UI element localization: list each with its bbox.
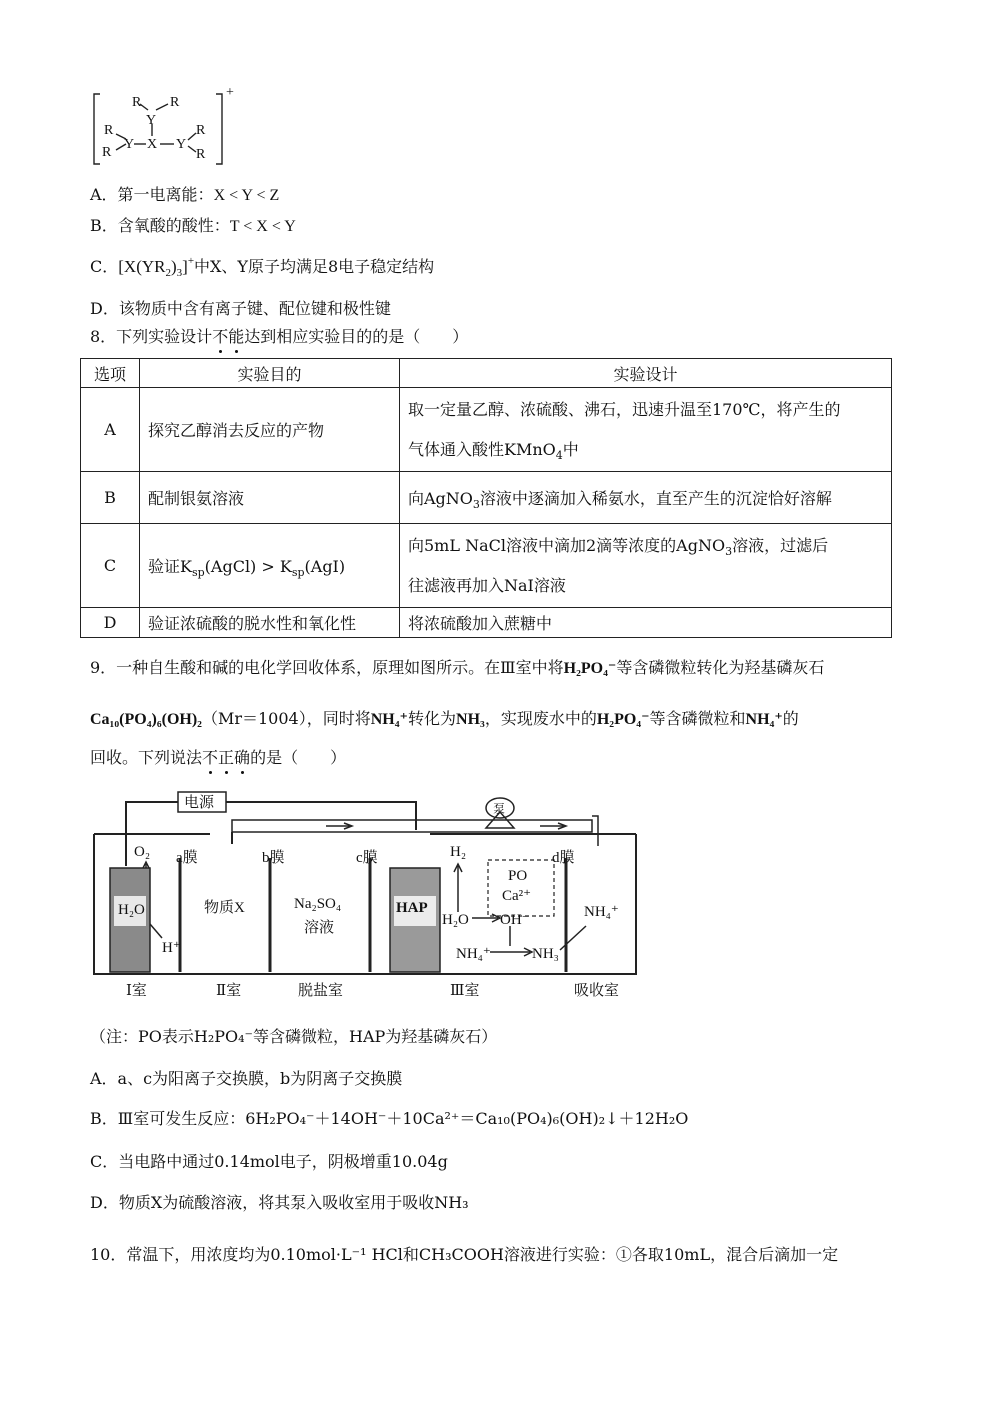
- r-label: R: [104, 123, 114, 138]
- power-label: 电源: [184, 795, 215, 811]
- row-goal: 验证浓硫酸的脱水性和氧化性: [140, 608, 400, 638]
- y-label: Y: [124, 137, 135, 152]
- room2-label: Ⅱ室: [216, 983, 242, 999]
- header-option: 选项: [81, 359, 140, 388]
- q9-option-b: B．Ⅲ室可发生反应：6H₂PO₄⁻＋14OH⁻＋10Ca²⁺＝Ca₁₀(PO₄)₆(OH)₂↓＋12H₂O: [90, 1109, 689, 1128]
- row-design: 将浓硫酸加入蔗糖中: [400, 608, 892, 638]
- structure-diagram: [88, 84, 248, 174]
- header-design: 实验设计: [400, 359, 892, 388]
- row-option: C: [81, 524, 140, 608]
- row-goal: 配制银氨溶液: [140, 472, 400, 524]
- q9-stem-line3: 回收。下列说法不正确的是（ ）: [90, 748, 347, 767]
- absorb-room-label: 吸收室: [574, 983, 620, 999]
- y-label: Y: [146, 113, 157, 128]
- nh4-left-label: NH₄⁺: [456, 946, 491, 962]
- na2so4-label: Na₂SO₄: [294, 896, 342, 912]
- q7-option-b: B．含氧酸的酸性：T < X < Y: [90, 216, 296, 235]
- row-design: 向AgNO$_3$溶液中逐滴加入稀氨水，直至产生的沉淀恰好溶解: [400, 472, 892, 524]
- r-label: R: [196, 147, 206, 162]
- membrane-d-label: d膜: [552, 850, 575, 866]
- table-row: [81, 388, 892, 472]
- hplus-label: H⁺: [162, 940, 181, 956]
- membrane-c-label: c膜: [356, 850, 378, 866]
- row-design: 向5mL NaCl溶液中滴加2滴等浓度的AgNO$_3$溶液，过滤后 往滤液再加入NaI溶液: [400, 524, 892, 608]
- membrane-a-label: a膜: [176, 850, 198, 866]
- h2-label: H₂: [450, 844, 467, 860]
- y-label: Y: [176, 137, 187, 152]
- oh-label: OH⁻: [500, 912, 530, 928]
- r-label: R: [102, 145, 112, 160]
- q7-option-d: D．该物质中含有离子键、配位键和极性键: [90, 299, 391, 318]
- row-option: D: [81, 608, 140, 638]
- q7-option-a: A．第一电离能：X < Y < Z: [90, 185, 280, 204]
- membrane-b-label: b膜: [262, 850, 285, 866]
- nh3-label: NH₃: [532, 946, 559, 962]
- r-label: R: [170, 95, 180, 110]
- row-design: 取一定量乙醇、浓硫酸、沸石，迅速升温至170℃，将产生的 气体通入酸性KMnO$_4$中: [400, 388, 892, 472]
- table-row: [81, 608, 892, 638]
- r-label: R: [132, 95, 142, 110]
- h2o-right-label: H₂O: [442, 912, 469, 928]
- room1-label: Ⅰ室: [126, 983, 147, 999]
- q10-stem: 10．常温下，用浓度均为0.10mol·L⁻¹ HCl和CH₃COOH溶液进行实验：①各取10mL，混合后滴加一定: [90, 1245, 839, 1264]
- q8-stem: 8．下列实验设计不能达到相应实验目的的是（ ）: [90, 327, 469, 346]
- pump-label: 泵: [493, 802, 506, 816]
- x-label: X: [147, 137, 158, 152]
- ca-label: Ca²⁺: [502, 888, 532, 904]
- table-header-row: [81, 359, 892, 388]
- nh4-right-label: NH₄⁺: [584, 904, 619, 920]
- q9-option-a: A．a、c为阳离子交换膜，b为阴离子交换膜: [90, 1069, 403, 1088]
- q9-option-c: C．当电路中通过0.14mol电子，阴极增重10.04g: [90, 1152, 448, 1171]
- row-option: A: [81, 388, 140, 472]
- charge-label: +: [226, 85, 234, 100]
- hap-label: HAP: [396, 900, 428, 916]
- experiment-table: [80, 358, 892, 638]
- row-option: B: [81, 472, 140, 524]
- q9-stem-line2: Ca₁₀(PO₄)₆(OH)₂（Mr＝1004），同时将NH₄⁺转化为NH₃，实现废水中的H₂PO₄⁻等含磷微粒和NH₄⁺的: [90, 709, 799, 728]
- po-label: PO: [508, 868, 528, 884]
- row-goal: 验证$K_{sp}(AgCl) > K_{sp}(AgI)$: [140, 524, 400, 608]
- solution-label: 溶液: [304, 920, 335, 936]
- q9-note: （注：PO表示H₂PO₄⁻等含磷微粒，HAP为羟基磷灰石）: [90, 1027, 498, 1046]
- h2o-label: H₂O: [118, 902, 145, 918]
- row-goal: 探究乙醇消去反应的产物: [140, 388, 400, 472]
- substance-x-label: 物质X: [204, 900, 245, 916]
- r-label: R: [196, 123, 206, 138]
- desalt-room-label: 脱盐室: [298, 983, 344, 999]
- table-row: [81, 472, 892, 524]
- header-goal: 实验目的: [140, 359, 400, 388]
- q7-option-c: C．$[X(YR_2)_3]^+$中X、Y原子均满足8电子稳定结构: [90, 255, 435, 279]
- q9-stem-line1: 9．一种自生酸和碱的电化学回收体系，原理如图所示。在Ⅲ室中将H₂PO₄⁻等含磷微粒转化为羟基磷灰石: [90, 658, 825, 677]
- electrochemical-diagram: [90, 786, 640, 1004]
- o2-label: O₂: [134, 844, 151, 860]
- q9-option-d: D．物质X为硫酸溶液，将其泵入吸收室用于吸收NH₃: [90, 1193, 469, 1212]
- table-row: [81, 524, 892, 608]
- room3-label: Ⅲ室: [450, 983, 480, 999]
